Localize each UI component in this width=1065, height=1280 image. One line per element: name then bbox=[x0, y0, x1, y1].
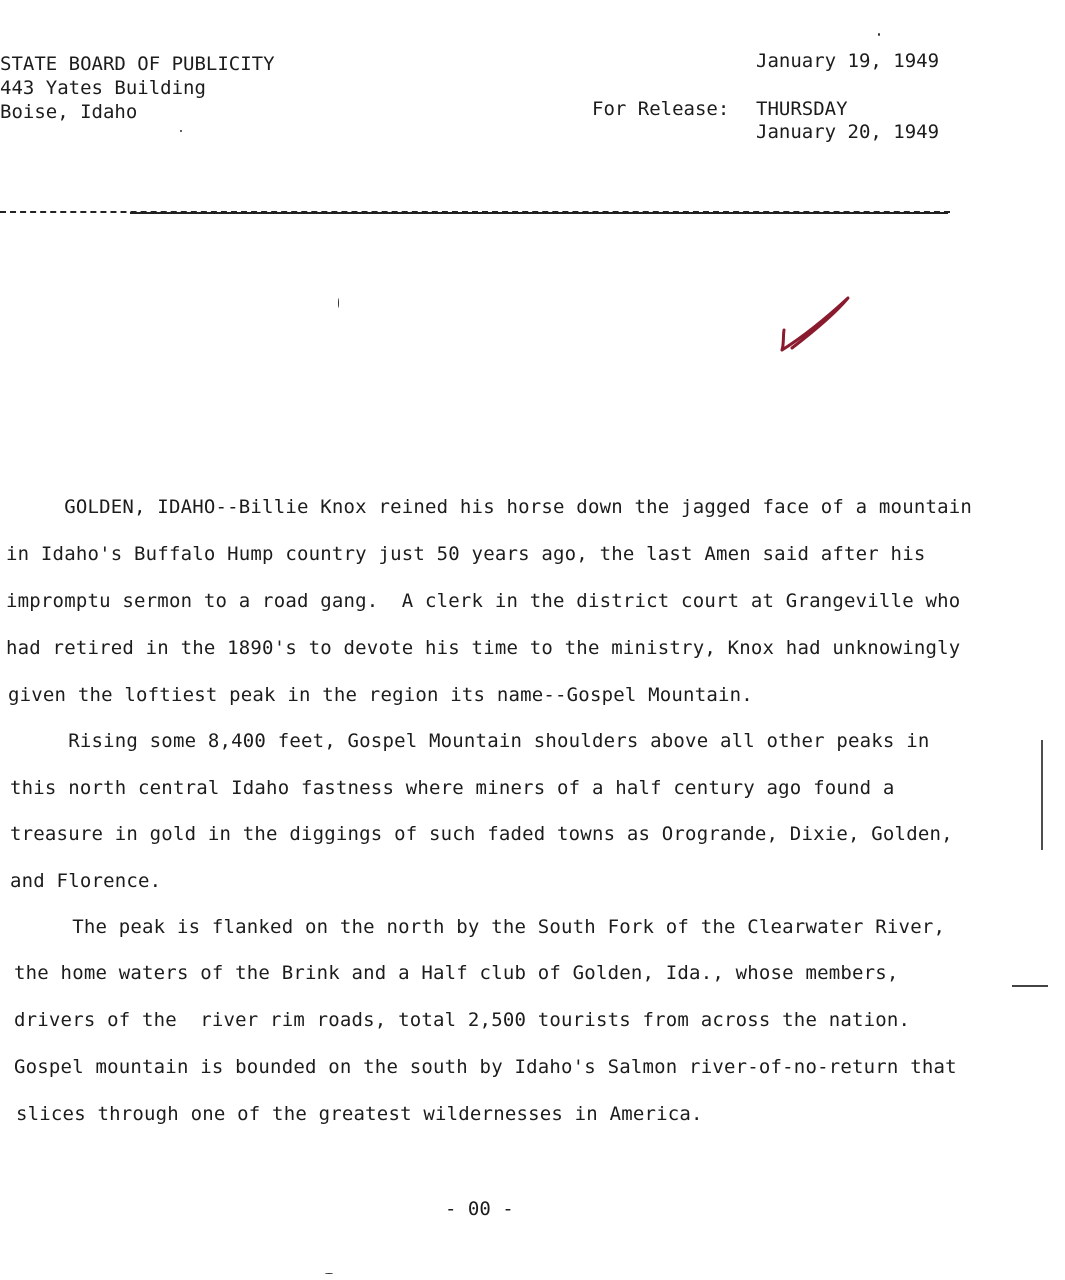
scan-edge-mark bbox=[1041, 740, 1043, 850]
body-line: in Idaho's Buffalo Hump country just 50 years ago, the last Amen said after his bbox=[6, 543, 926, 565]
body-line: GOLDEN, IDAHO--Billie Knox reined his horse down the jagged face of a mountain bbox=[6, 496, 973, 518]
org-name: STATE BOARD OF PUBLICITY bbox=[0, 53, 275, 75]
release-date: January 20, 1949 bbox=[756, 121, 940, 143]
org-address: 443 Yates Building bbox=[0, 77, 206, 99]
body-line: had retired in the 1890's to devote his time to the ministry, Knox had unknowingly bbox=[6, 637, 961, 659]
issue-date: January 19, 1949 bbox=[756, 50, 940, 72]
body-line: drivers of the river rim roads, total 2,500 tourists from across the nation. bbox=[14, 1009, 911, 1031]
body-line: the home waters of the Brink and a Half club of Golden, Ida., whose members, bbox=[14, 962, 899, 984]
org-city: Boise, Idaho bbox=[0, 101, 138, 123]
scan-speck bbox=[878, 33, 880, 36]
body-line: and Florence. bbox=[10, 870, 162, 892]
body-line: impromptu sermon to a road gang. A clerk in the district court at Grangeville who bbox=[6, 590, 961, 612]
release-day: THURSDAY bbox=[756, 98, 848, 120]
scan-speck bbox=[325, 1273, 333, 1274]
header-divider-solid bbox=[130, 212, 948, 214]
body-line: slices through one of the greatest wildernesses in America. bbox=[16, 1103, 703, 1125]
body-line: given the loftiest peak in the region its name--Gospel Mountain. bbox=[8, 684, 753, 706]
scan-speck bbox=[180, 130, 182, 132]
end-mark: - 00 - bbox=[445, 1198, 514, 1220]
body-line: Gospel mountain is bounded on the south by Idaho's Salmon river-of-no-return that bbox=[14, 1056, 957, 1078]
release-label: For Release: bbox=[592, 98, 730, 120]
body-line: treasure in gold in the diggings of such faded towns as Orogrande, Dixie, Golden, bbox=[10, 823, 953, 845]
body-line: this north central Idaho fastness where miners of a half century ago found a bbox=[10, 777, 895, 799]
body-line: The peak is flanked on the north by the South Fork of the Clearwater River, bbox=[14, 916, 946, 938]
checkmark-icon bbox=[778, 292, 858, 354]
scan-speck bbox=[338, 298, 339, 308]
body-line: Rising some 8,400 feet, Gospel Mountain shoulders above all other peaks in bbox=[10, 730, 930, 752]
scan-edge-dash bbox=[1012, 985, 1048, 987]
